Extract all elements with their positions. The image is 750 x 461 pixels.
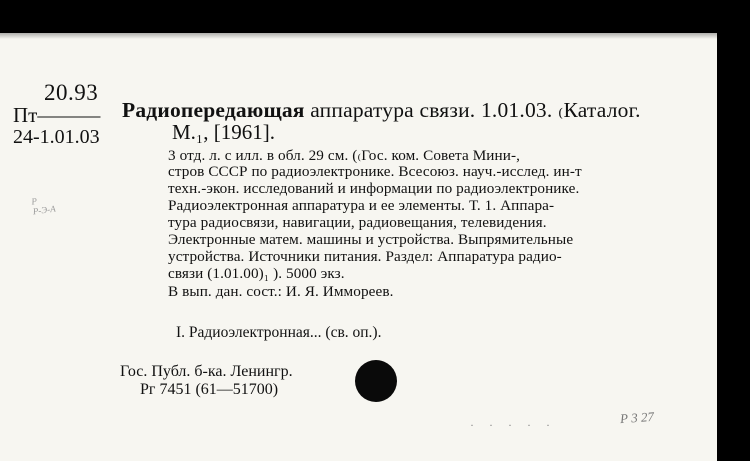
- classification-series: Пт———: [13, 103, 101, 127]
- description-line: В вып. дан. сост.: И. Я. Иммореев.: [168, 283, 394, 300]
- handwritten-margin-note: Р Р-Э-А: [30, 195, 57, 217]
- description-line: Электронные матем. машины и устройства. Выпрямительные: [168, 231, 574, 248]
- classification-code: 24-1.01.03: [13, 126, 100, 148]
- description-line: стров СССР по радиоэлектронике. Всесоюз. науч.-исслед. ин-т: [168, 163, 582, 180]
- ink-blot-stamp: [355, 360, 397, 402]
- description-line: 3 отд. л. с илл. в обл. 29 см. (₍Гос. ком. Совета Мини-,: [168, 147, 521, 164]
- description-line: связи (1.01.00)₁ ). 5000 экз.: [168, 265, 345, 282]
- description-line: тура радиосвязи, навигации, радиовещания, телевидения.: [168, 214, 547, 231]
- handwritten-corner-note: Р 3 27: [619, 408, 655, 427]
- description-line: техн.-экон. исследований и информации по радиоэлектронике.: [168, 180, 580, 197]
- card-top-shadow: [0, 33, 717, 39]
- entry-title-rest: аппаратура связи. 1.01.03. ₍Каталог.: [310, 98, 641, 122]
- library-name: Гос. Публ. б-ка. Ленингр.: [120, 363, 293, 380]
- subject-entry: I. Радиоэлектронная... (св. оп.).: [176, 324, 382, 341]
- library-order-number: Рг 7451 (61—51700): [140, 381, 279, 398]
- faint-marks: · · · · ·: [470, 418, 556, 432]
- description-line: устройства. Источники питания. Раздел: Аппаратура радио-: [168, 248, 562, 265]
- entry-title-bold: Радиопередающая: [122, 98, 305, 122]
- classification-number: 20.93: [44, 80, 99, 105]
- entry-title-line2: М.₁, [1961].: [172, 120, 275, 144]
- description-line: Радиоэлектронная аппаратура и ее элементы. Т. 1. Аппара-: [168, 197, 555, 214]
